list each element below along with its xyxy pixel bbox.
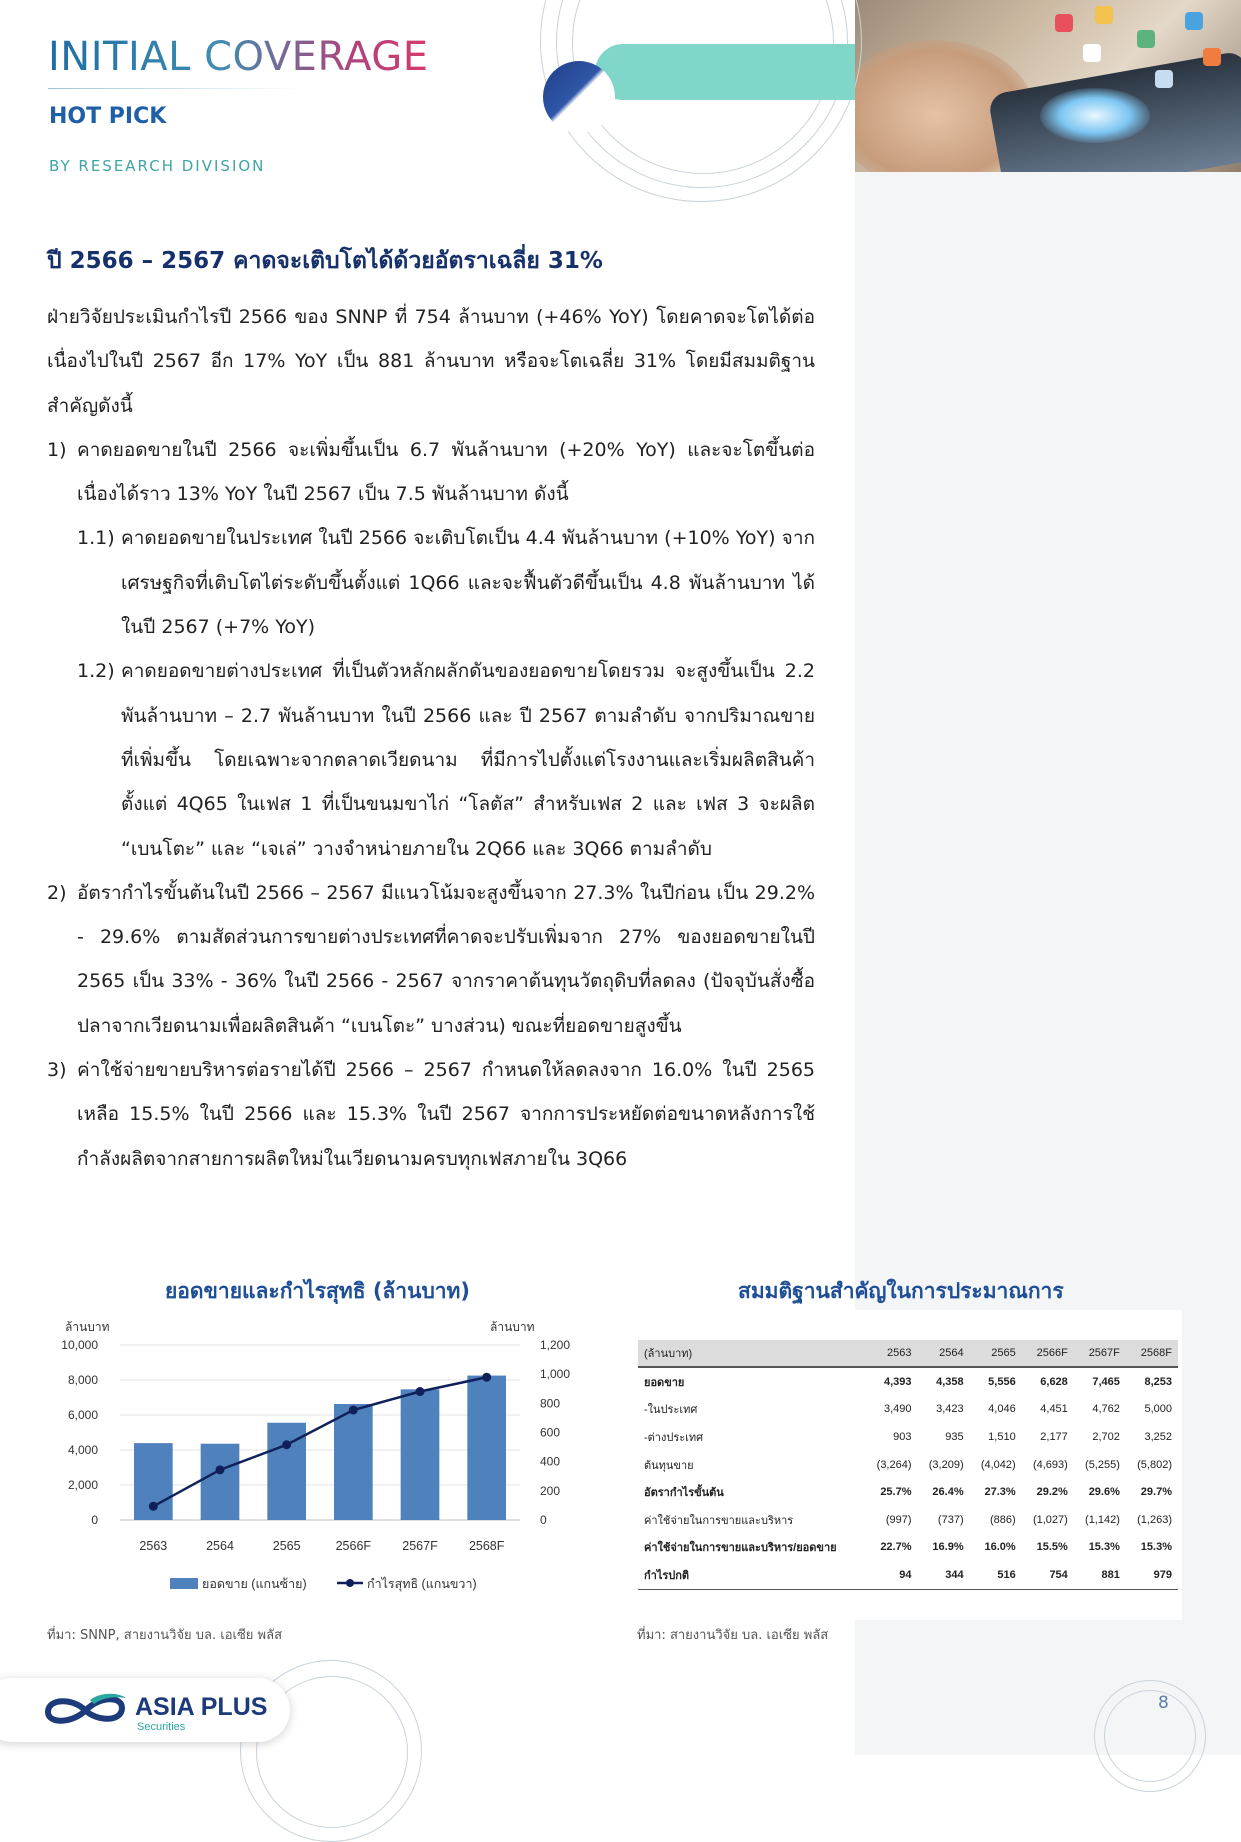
division-label: BY RESEARCH DIVISION: [49, 157, 266, 175]
legend-label-sales: ยอดขาย (แกนซ้าย): [202, 1577, 307, 1591]
y-tick-right: 200: [540, 1483, 561, 1498]
table-cell: 27.3%: [984, 1486, 1016, 1499]
table-cell: 22.7%: [880, 1541, 912, 1554]
table-source: ที่มา: สายงานวิจัย บล. เอเซีย พลัส: [637, 1628, 829, 1643]
table-cell: 1,510: [988, 1430, 1016, 1443]
list-number: 1.1): [77, 527, 115, 550]
table-cell: (737): [937, 1513, 964, 1526]
y-tick-left: 6,000: [67, 1408, 98, 1422]
y-tick-right: 600: [540, 1425, 561, 1440]
hero-photo: [855, 0, 1241, 172]
table-cell: 15.3%: [1140, 1541, 1172, 1554]
table-header-cell: 2568F: [1126, 1340, 1178, 1367]
table-row: [638, 1423, 1178, 1451]
list-item: [47, 428, 815, 517]
table-cell: 5,000: [1144, 1403, 1172, 1416]
y-axis-right-label: ล้านบาท: [490, 1320, 535, 1334]
table-cell: 344: [918, 1561, 970, 1589]
table-cell: (5,255): [1085, 1458, 1120, 1471]
table-cell: ค่าใช้จ่ายในการขายและบริหาร: [644, 1514, 794, 1527]
y-tick-right: 1,200: [540, 1338, 570, 1352]
x-tick-label: 2567F: [402, 1539, 438, 1553]
table-header-cell: 2566F: [1022, 1340, 1074, 1367]
table-cell: ยอดขาย: [644, 1376, 685, 1389]
y-tick-left: 0: [91, 1513, 98, 1527]
x-tick-label: 2566F: [335, 1539, 372, 1553]
point-net-profit: [149, 1502, 158, 1511]
table-cell: 2,702: [1092, 1430, 1120, 1443]
table-cell: 3,252: [1144, 1430, 1172, 1443]
legend-label-profit: กำไรสุทธิ (แกนขวา): [367, 1577, 477, 1591]
bar-sales: [201, 1444, 240, 1520]
table-cell: 516: [970, 1561, 1022, 1589]
table-header-cell: 2564: [918, 1340, 970, 1367]
list-item: [47, 1048, 815, 1181]
company-logo-subtext: Securities: [137, 1721, 186, 1733]
table-cell: (3,264): [876, 1458, 912, 1471]
company-logo-text: ASIA PLUS: [135, 1693, 268, 1721]
y-axis-left-label: ล้านบาท: [65, 1320, 110, 1334]
table-cell: (4,042): [980, 1458, 1016, 1471]
table-cell: 881: [1074, 1561, 1126, 1589]
y-tick-left: 8,000: [67, 1373, 98, 1387]
body-text: [47, 295, 815, 1181]
table-title: สมมติฐานสำคัญในการประมาณการ: [738, 1279, 1064, 1303]
x-tick-label: 2568F: [468, 1539, 505, 1553]
table-cell: 2,177: [1040, 1430, 1068, 1443]
table-cell: 15.5%: [1036, 1541, 1068, 1554]
x-tick-label: 2563: [139, 1539, 168, 1553]
y-tick-left: 10,000: [61, 1338, 98, 1352]
point-net-profit: [216, 1465, 225, 1474]
table-header-cell: (ล้านบาท): [638, 1340, 865, 1367]
table-cell: 4,046: [988, 1403, 1016, 1416]
table-cell: (4,693): [1032, 1458, 1068, 1471]
table-header-cell: 2567F: [1074, 1340, 1126, 1367]
table-header-cell: 2565: [970, 1340, 1022, 1367]
table-cell: (5,802): [1137, 1458, 1172, 1471]
table-header-cell: 2563: [865, 1340, 917, 1367]
table-cell: 5,556: [988, 1375, 1016, 1388]
sales-profit-chart: [40, 1313, 570, 1613]
list-number: 1.2): [77, 660, 115, 683]
table-cell: 754: [1022, 1561, 1074, 1589]
table-cell: 8,253: [1144, 1375, 1172, 1388]
bar-sales: [334, 1404, 373, 1520]
table-cell: 6,628: [1040, 1375, 1068, 1388]
table-cell: -ต่างประเทศ: [644, 1431, 704, 1444]
table-cell: 7,465: [1092, 1375, 1120, 1388]
y-tick-left: 2,000: [67, 1478, 98, 1492]
page-number: 8: [1158, 1693, 1169, 1713]
table-cell: กำไรปกติ: [638, 1561, 865, 1589]
table-cell: ต้นทุนขาย: [644, 1459, 694, 1472]
y-tick-right: 1,000: [540, 1367, 570, 1382]
list-item: [47, 516, 815, 649]
table-cell: 29.7%: [1140, 1486, 1172, 1499]
list-number: 3): [47, 1059, 67, 1082]
y-tick-right: 400: [540, 1454, 561, 1469]
list-text: คาดยอดขายในปี 2566 จะเพิ่มขึ้นเป็น 6.7 พันล้านบาท (+20% YoY) และจะโตขึ้นต่อเนื่องได้ราว 13% YoY ในปี 2567 เป็น 7.5 พันล้านบาท ดังนี้: [77, 438, 815, 506]
table-cell: 25.7%: [880, 1486, 912, 1499]
x-tick-label: 2565: [272, 1539, 301, 1553]
table-cell: 979: [1126, 1561, 1178, 1589]
list-text: อัตรากำไรขั้นต้นในปี 2566 – 2567 มีแนวโน้มจะสูงขึ้นจาก 27.3% ในปีก่อน เป็น 29.2% - 29.6% ตามสัดส่วนการขายต่างประเทศที่คาดจะปรับเพิ่มจาก 27% ของยอดขายในปี 2565 เป็น 33% - 36% ในปี 2566 - 2567 จากราคาต้นทุนวัตถุดิบที่ลดลง (ปัจจุบันสั่งซื้อปลาจากเวียดนามเพื่อผลิตสินค้า “เบนโตะ” บางส่วน) ขณะที่ยอดขายสูงขึ้น: [77, 881, 815, 1037]
table-cell: 903: [893, 1430, 912, 1443]
table-cell: 16.0%: [984, 1541, 1016, 1554]
table-cell: ค่าใช้จ่ายในการขายและบริหาร/ยอดขาย: [644, 1542, 837, 1555]
table-row: [638, 1506, 1178, 1534]
list-number: 2): [47, 881, 67, 904]
x-tick-label: 2564: [206, 1539, 234, 1553]
table-cell: 29.6%: [1088, 1486, 1120, 1499]
legend-swatch-sales: [170, 1578, 198, 1589]
table-row: [638, 1451, 1178, 1479]
list-text: คาดยอดขายต่างประเทศ ที่เป็นตัวหลักผลักดันของยอดขายโดยรวม จะสูงขึ้นเป็น 2.2 พันล้านบาท – 2.7 พันล้านบาท ในปี 2566 และ ปี 2567 ตามลำดับ จากปริมาณขายที่เพิ่มขึ้น โดยเฉพาะจากตลาดเวียดนาม ที่มีการไปตั้งแต่โรงงานและเริ่มผลิตสินค้าตั้งแต่ 4Q65 ในเฟส 1 ที่เป็นขนมขาไก่ “โลตัส” สำหรับเฟส 2 และ เฟส 3 จะผลิต “เบนโตะ” และ “เจเล่” วางจำหน่ายภายใน 2Q66 และ 3Q66 ตามลำดับ: [121, 660, 815, 860]
table-cell: 4,393: [883, 1375, 912, 1388]
table-cell: 3,490: [883, 1403, 912, 1416]
table-cell: -ในประเทศ: [644, 1404, 698, 1417]
list-item: [47, 649, 815, 870]
table-cell: 3,423: [936, 1403, 964, 1416]
table-cell: (997): [885, 1513, 912, 1526]
bar-sales: [401, 1389, 440, 1520]
chart-source: ที่มา: SNNP, สายงานวิจัย บล. เอเซีย พลัส: [47, 1628, 283, 1643]
table-cell: 94: [865, 1561, 917, 1589]
list-number: 1): [47, 438, 67, 461]
list-text: คาดยอดขายในประเทศ ในปี 2566 จะเติบโตเป็น 4.4 พันล้านบาท (+10% YoY) จากเศรษฐกิจที่เติบโตไต่ระดับขึ้นตั้งแต่ 1Q66 และจะฟื้นตัวดีขึ้นเป็น 4.8 พันล้านบาท ได้ในปี 2567 (+7% YoY): [121, 527, 815, 639]
report-type-title: INITIAL COVERAGE: [48, 34, 429, 80]
assumptions-table: [638, 1340, 1178, 1590]
table-cell: (1,142): [1085, 1513, 1120, 1526]
section-headline: ปี 2566 – 2567 คาดจะเติบโตได้ด้วยอัตราเฉลี่ย 31%: [47, 248, 603, 274]
table-cell: (886): [990, 1513, 1016, 1526]
table-cell: (1,027): [1032, 1513, 1068, 1526]
y-tick-right: 800: [540, 1396, 561, 1411]
assumptions-table-panel: [630, 1310, 1182, 1620]
table-row: [638, 1396, 1178, 1424]
table-row: [638, 1561, 1178, 1589]
asia-plus-logo-icon: [38, 1690, 133, 1730]
table-cell: อัตรากำไรขั้นต้น: [644, 1487, 724, 1500]
table-cell: (1,263): [1137, 1513, 1172, 1526]
chart-title: ยอดขายและกำไรสุทธิ (ล้านบาท): [165, 1279, 471, 1303]
list-text: ค่าใช้จ่ายขายบริหารต่อรายได้ปี 2566 – 2567 กำหนดให้ลดลงจาก 16.0% ในปี 2565 เหลือ 15.5% ในปี 2566 และ 15.3% ในปี 2567 จากการประหยัดต่อขนาดหลังการใช้กำลังผลิตจากสายการผลิตใหม่ในเวียดนามครบทุกเฟสภายใน 3Q66: [77, 1059, 815, 1170]
point-net-profit: [416, 1387, 425, 1396]
table-row: [638, 1478, 1178, 1506]
y-tick-left: 4,000: [67, 1443, 98, 1457]
table-cell: (3,209): [928, 1458, 964, 1471]
table-cell: 4,451: [1040, 1403, 1068, 1416]
intro-paragraph: ฝ่ายวิจัยประเมินกำไรปี 2566 ของ SNNP ที่ 754 ล้านบาท (+46% YoY) โดยคาดจะโตได้ต่อเนื่องไปในปี 2567 อีก 17% YoY เป็น 881 ล้านบาท หรือจะโตเฉลี่ย 31% โดยมีสมมติฐานสำคัญดังนี้: [47, 306, 815, 417]
table-cell: 26.4%: [932, 1486, 964, 1499]
bar-sales: [467, 1376, 506, 1520]
list-item: [47, 871, 815, 1048]
table-row: [638, 1367, 1178, 1396]
table-cell: 16.9%: [932, 1541, 964, 1554]
hot-pick-label: HOT PICK: [49, 104, 167, 129]
y-tick-right: 0: [540, 1513, 547, 1527]
table-cell: 935: [945, 1430, 964, 1443]
table-cell: 15.3%: [1088, 1541, 1120, 1554]
point-net-profit: [349, 1406, 358, 1415]
table-row: [638, 1534, 1178, 1562]
table-cell: 4,358: [936, 1375, 964, 1388]
header-accent-bar: [595, 44, 855, 100]
point-net-profit: [282, 1440, 291, 1449]
table-cell: 29.2%: [1036, 1486, 1068, 1499]
header-accent-circle: [543, 61, 615, 133]
table-cell: 4,762: [1092, 1403, 1120, 1416]
point-net-profit: [482, 1373, 491, 1382]
legend-marker-profit: [346, 1579, 354, 1587]
